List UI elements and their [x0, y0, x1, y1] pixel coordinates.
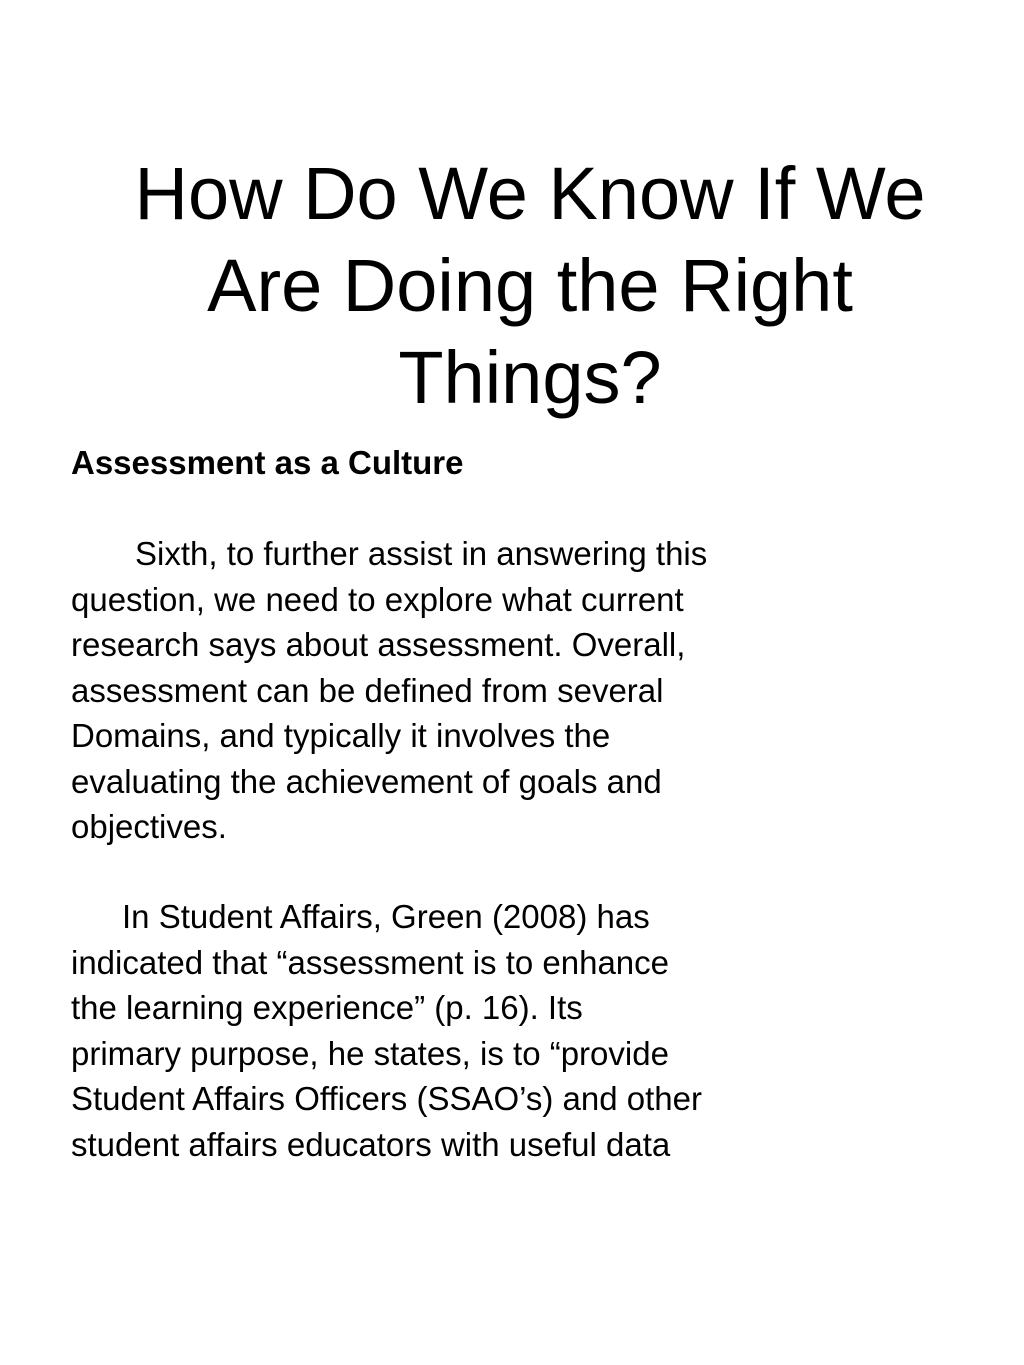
paragraph-line: indicated that “assessment is to enhance — [71, 943, 670, 981]
slide-title — [90, 148, 970, 424]
title-line: Are Doing the Right — [207, 243, 853, 327]
title-line: Things? — [398, 335, 662, 419]
paragraph-line: assessment can be defined from several — [71, 671, 664, 709]
paragraph-line: research says about assessment. Overall, — [71, 626, 686, 663]
paragraph-line: Sixth, to further assist in answering this — [135, 535, 708, 572]
section-heading: Assessment as a Culture — [71, 444, 464, 481]
paragraph-line: the learning experience” (p. 16). Its — [71, 989, 583, 1026]
paragraph-line: question, we need to explore what current — [71, 580, 684, 618]
paragraph-line: Student Affairs Officers (SSAO’s) and other — [71, 1080, 702, 1117]
paragraph-line: In Student Affairs, Green (2008) has — [122, 898, 650, 935]
body-paragraph-2 — [71, 894, 702, 1167]
paragraph-line: evaluating the achievement of goals and — [71, 762, 662, 800]
paragraph-line: Domains, and typically it involves the — [71, 717, 611, 754]
paragraph-line: student affairs educators with useful data — [71, 1125, 671, 1163]
body-paragraph-1 — [71, 531, 707, 850]
paragraph-line: objectives. — [71, 808, 227, 845]
paragraph-line: primary purpose, he states, is to “provide — [71, 1034, 669, 1072]
title-line: How Do We Know If We — [134, 151, 926, 235]
